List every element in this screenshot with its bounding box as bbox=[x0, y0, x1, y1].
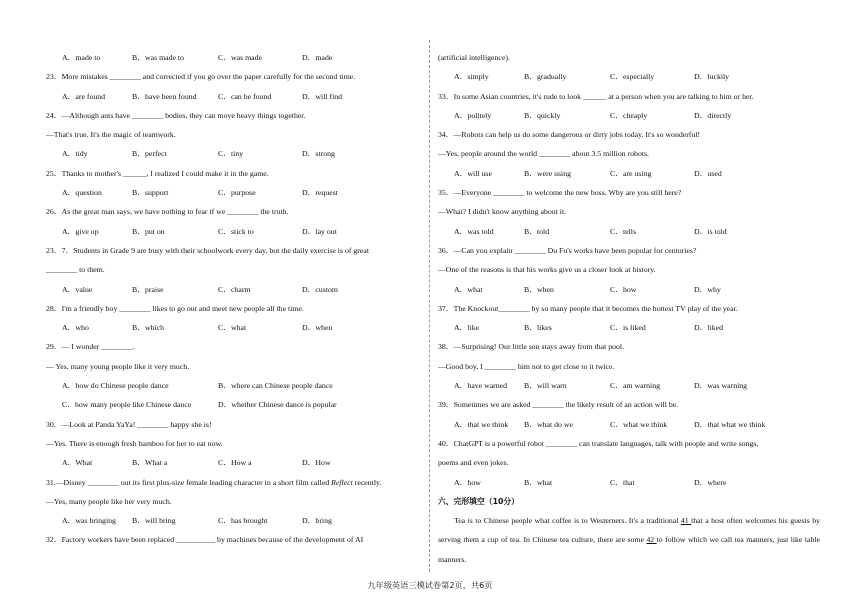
answer-option[interactable]: A．was told bbox=[454, 226, 494, 236]
answer-option[interactable]: D．when bbox=[302, 323, 333, 333]
question-line: 36．—Can you explain ________ Du Fu's works have been popular for centuries? bbox=[438, 245, 697, 255]
answer-option[interactable]: D．lay out bbox=[302, 226, 337, 236]
question-line: 26．As the great man says, we have nothing to fear if we ________ the truth. bbox=[46, 207, 289, 217]
answer-option[interactable]: A．that we think bbox=[454, 419, 509, 429]
answer-options bbox=[46, 183, 422, 202]
answer-options bbox=[438, 473, 820, 492]
answer-option[interactable]: D．was warning bbox=[694, 381, 748, 391]
answer-option[interactable]: C．charm bbox=[218, 284, 251, 294]
answer-options bbox=[438, 67, 820, 86]
answer-option[interactable]: D．whether Chinese dance is popular bbox=[218, 400, 337, 410]
question-line: —Good boy, I ________ him not to get close to it twice. bbox=[438, 361, 615, 371]
answer-options bbox=[438, 164, 820, 183]
answer-option[interactable]: C．how many people like Chinese dance bbox=[62, 400, 192, 410]
question-line: —Yes, many people like her very much. bbox=[46, 496, 172, 506]
passage-text-3: to follow which we call tea manners, just like table manners. bbox=[438, 535, 820, 564]
question-line: 35．—Everyone ________ to welcome the new boss. Why are you still here? bbox=[438, 188, 682, 198]
blank-42[interactable]: 42 bbox=[646, 535, 657, 545]
answer-options bbox=[46, 376, 422, 395]
answer-option[interactable]: D．that what we think bbox=[694, 419, 766, 429]
column-divider bbox=[429, 40, 430, 572]
section-heading: 六、完形填空（10分） bbox=[438, 496, 520, 506]
answer-option[interactable]: B．What a bbox=[132, 458, 168, 468]
answer-option[interactable]: C．especially bbox=[610, 72, 655, 82]
answer-option[interactable]: B．put on bbox=[132, 226, 165, 236]
answer-option[interactable]: A．question bbox=[62, 188, 102, 198]
right-column-questions bbox=[438, 48, 820, 511]
answer-option[interactable]: D．bring bbox=[302, 516, 332, 526]
answer-option[interactable]: A．tidy bbox=[62, 149, 88, 159]
answer-options bbox=[438, 415, 820, 434]
answer-option[interactable]: A．made to bbox=[62, 53, 101, 62]
answer-option[interactable]: B．likes bbox=[524, 323, 552, 333]
answer-options bbox=[46, 144, 422, 163]
blank-41[interactable]: 41 bbox=[680, 516, 692, 526]
answer-option[interactable]: A．give up bbox=[62, 226, 99, 236]
answer-option[interactable]: B．will bring bbox=[132, 516, 176, 526]
answer-option[interactable]: B．were using bbox=[524, 168, 571, 178]
answer-option[interactable]: A．was bringing bbox=[62, 516, 116, 526]
answer-option[interactable]: D．liked bbox=[694, 323, 724, 333]
answer-options bbox=[46, 222, 422, 241]
answer-options bbox=[46, 395, 422, 414]
answer-option[interactable]: D．made bbox=[302, 53, 333, 62]
answer-options bbox=[438, 280, 820, 299]
answer-option[interactable]: A．who bbox=[62, 323, 89, 333]
answer-option[interactable]: A．simply bbox=[454, 72, 489, 82]
cloze-passage bbox=[438, 511, 820, 569]
question-line: 38．—Surprising! Our little son stays away from that pool. bbox=[438, 342, 625, 352]
question-line: 39．Sometimes we are asked ________ the likely result of an action will be. bbox=[438, 400, 679, 410]
answer-option[interactable]: B．which bbox=[132, 323, 165, 333]
question-line: 29．— I wonder ________. bbox=[46, 342, 135, 352]
question-line: 37．The Knockout________ by so many people that it becomes the hottest TV play of the year. bbox=[438, 303, 738, 313]
answer-option[interactable]: C．that bbox=[610, 477, 635, 487]
answer-option[interactable]: C．stick to bbox=[218, 226, 254, 236]
answer-option[interactable]: A．value bbox=[62, 284, 93, 294]
question-line bbox=[46, 473, 422, 492]
answer-option[interactable]: D．strong bbox=[302, 149, 335, 159]
question-line: 23．More mistakes ________ and corrected if you go over the paper carefully for the second time. bbox=[46, 72, 356, 82]
answer-option[interactable]: B．when bbox=[524, 284, 554, 294]
answer-options bbox=[46, 48, 422, 67]
question-line: 40．ChatGPT is a powerful robot ________ can translate languages, talk with people and write songs, bbox=[438, 438, 759, 448]
question-line: —Yes, people around the world ________ about 3.5 million robots. bbox=[438, 149, 650, 159]
answer-option[interactable]: B．what do we bbox=[524, 419, 573, 429]
answer-option[interactable]: A．will use bbox=[454, 168, 492, 178]
answer-option[interactable]: A．What bbox=[62, 458, 93, 468]
page-footer: 九年级英语三模试卷第2页，共6页 bbox=[367, 580, 493, 590]
question-line: 25．Thanks to mother's ______, I realized I could make it in the game. bbox=[46, 168, 269, 178]
answer-option[interactable]: B．perfect bbox=[132, 149, 167, 159]
answer-option[interactable]: D．used bbox=[694, 168, 722, 178]
question-line: —One of the reasons is that his works give us a closer look at history. bbox=[438, 265, 656, 275]
answer-option[interactable]: B．what bbox=[524, 477, 553, 487]
answer-option[interactable]: D．directly bbox=[694, 110, 732, 120]
question-line: —That's true. It's the magic of teamwork. bbox=[46, 130, 176, 140]
answer-options bbox=[438, 318, 820, 337]
answer-option[interactable]: B．was made to bbox=[132, 53, 184, 62]
passage-text-1: Tea is to Chinese people what coffee is to Westerners. It's a traditional bbox=[454, 516, 681, 526]
question-text: recently. bbox=[352, 477, 382, 487]
question-line: 33．In some Asian countries, it's rude to look ______ at a person when you are talking to him or her. bbox=[438, 91, 754, 101]
passage-text-2: that a host often welcomes his guests by serving them a cup of tea. In Chinese tea culture, there are some bbox=[438, 516, 820, 545]
question-line: 34．—Robots can help us do some dangerous or dirty jobs today. It's so wonderful! bbox=[438, 130, 701, 140]
answer-option[interactable]: A．have warned bbox=[454, 381, 508, 391]
question-line: 28．I'm a friendly boy ________ likes to go out and meet new people all the time. bbox=[46, 303, 304, 313]
answer-option[interactable]: C．purpose bbox=[218, 188, 256, 198]
answer-option[interactable]: D．will find bbox=[302, 91, 343, 101]
answer-option[interactable]: B．support bbox=[132, 188, 169, 198]
answer-option[interactable]: C．tells bbox=[610, 226, 636, 236]
answer-option[interactable]: C．what we think bbox=[610, 419, 668, 429]
answer-option[interactable]: C．How a bbox=[218, 458, 252, 468]
answer-option[interactable]: B．will warn bbox=[524, 381, 567, 391]
answer-option[interactable]: D．is told bbox=[694, 226, 727, 236]
answer-option[interactable]: C．tiny bbox=[218, 149, 244, 159]
answer-option[interactable]: D．why bbox=[694, 284, 721, 294]
answer-option[interactable]: A．are found bbox=[62, 91, 106, 101]
answer-option[interactable]: B．quickly bbox=[524, 110, 561, 120]
answer-option[interactable]: B．told bbox=[524, 226, 550, 236]
answer-option[interactable]: D．custom bbox=[302, 284, 338, 294]
question-line: poems and even jokes. bbox=[438, 458, 509, 468]
answer-option[interactable]: A．like bbox=[454, 323, 480, 333]
question-text: 31.—Disney ________ out its first plus-size female leading character in a short film called bbox=[46, 477, 332, 487]
answer-options bbox=[438, 222, 820, 241]
answer-options bbox=[438, 376, 820, 395]
answer-option[interactable]: D．request bbox=[302, 188, 338, 198]
answer-options bbox=[46, 87, 422, 106]
question-line: 23．7．Students in Grade 9 are busy with their schoolwork every day, but the daily exercise is of great bbox=[46, 245, 369, 255]
answer-option[interactable]: C．am warning bbox=[610, 381, 661, 391]
answer-option[interactable]: C．is liked bbox=[610, 323, 646, 333]
answer-options bbox=[438, 106, 820, 125]
question-line: —Yes. There is enough fresh bamboo for her to eat now. bbox=[46, 438, 223, 448]
answer-option[interactable]: C．are using bbox=[610, 168, 652, 178]
answer-option[interactable]: D．luckily bbox=[694, 72, 730, 82]
answer-option[interactable]: B．have been found bbox=[132, 91, 197, 101]
question-line: — Yes, many young people like it very much. bbox=[46, 361, 190, 371]
answer-options bbox=[46, 511, 422, 530]
answer-option[interactable]: C．has brought bbox=[218, 516, 268, 526]
question-line: 24．—Although ants have ________ bodies, they can move heavy things together. bbox=[46, 110, 306, 120]
answer-option[interactable]: B．praise bbox=[132, 284, 164, 294]
answer-option[interactable]: C．how bbox=[610, 284, 637, 294]
answer-options bbox=[46, 318, 422, 337]
answer-option[interactable]: A．what bbox=[454, 284, 483, 294]
question-line: 32．Factory workers have been replaced __________ by machines because of the development of AI bbox=[46, 535, 364, 545]
answer-option[interactable]: B．where can Chinese people dance bbox=[218, 381, 333, 391]
answer-option[interactable]: C．cheaply bbox=[610, 110, 648, 120]
question-line: ________ to them. bbox=[46, 265, 105, 275]
answer-option[interactable]: B．gradually bbox=[524, 72, 567, 82]
question-line: 30．—Look at Panda YaYa! ________ happy she is! bbox=[46, 419, 212, 429]
answer-options bbox=[46, 453, 422, 472]
question-line: —What? I didn't know anything about it. bbox=[438, 207, 567, 217]
answer-option[interactable]: D．How bbox=[302, 458, 331, 468]
question-line: (artificial intelligence). bbox=[438, 53, 510, 62]
answer-options bbox=[46, 280, 422, 299]
answer-option[interactable]: D．where bbox=[694, 477, 727, 487]
answer-option[interactable]: C．was made bbox=[218, 53, 262, 62]
answer-option[interactable]: C．what bbox=[218, 323, 247, 333]
answer-option[interactable]: C．can be found bbox=[218, 91, 272, 101]
answer-option[interactable]: A．politely bbox=[454, 110, 492, 120]
answer-option[interactable]: A．how do Chinese people dance bbox=[62, 381, 169, 391]
answer-option[interactable]: A．how bbox=[454, 477, 481, 487]
film-title: Reflect bbox=[331, 477, 353, 487]
left-column bbox=[46, 48, 422, 550]
right-column bbox=[438, 48, 820, 569]
